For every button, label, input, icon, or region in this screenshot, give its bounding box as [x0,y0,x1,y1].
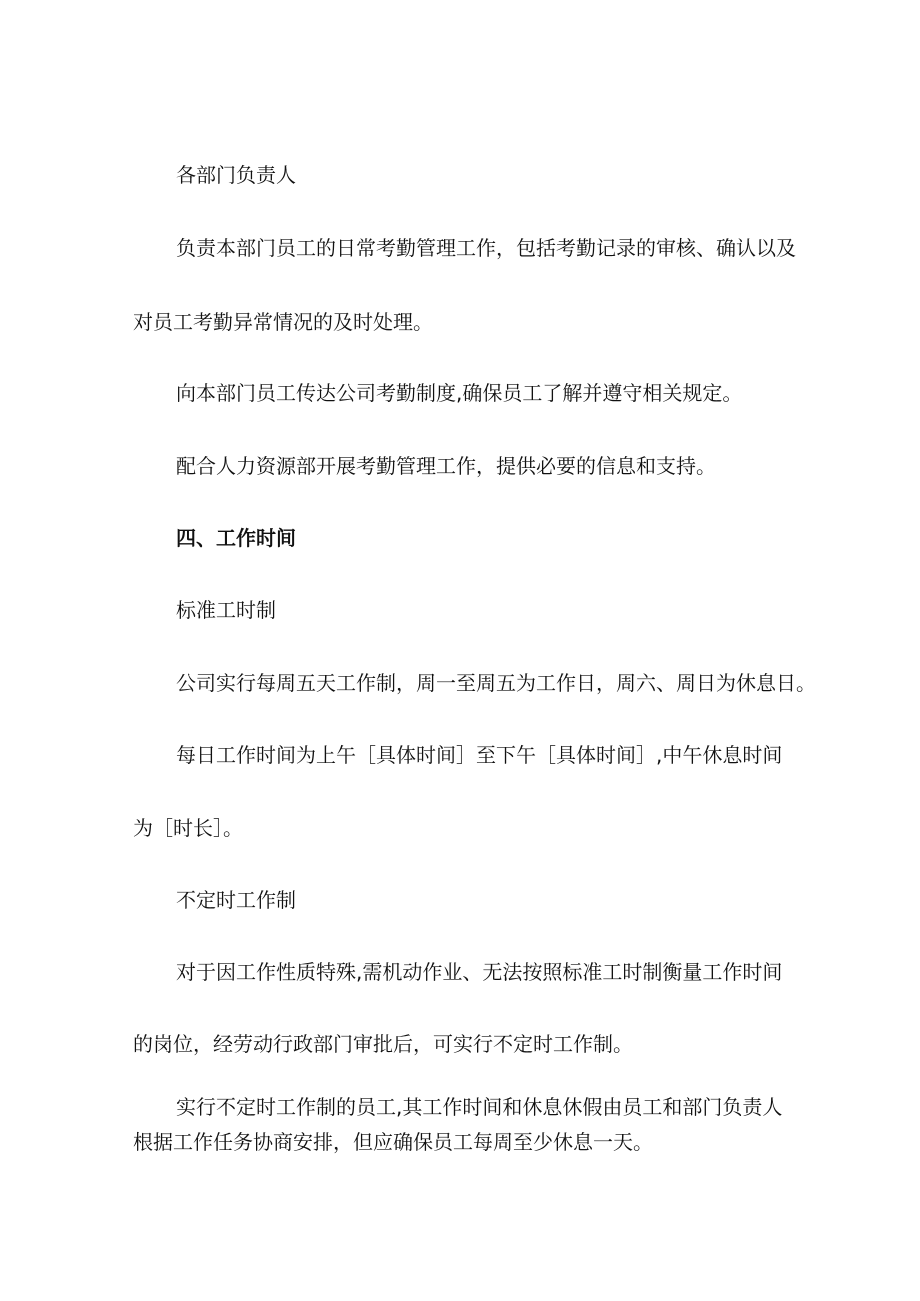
paragraph-flexible-hours-1-line-2: 的岗位，经劳动行政部门审批后，可实行不定时工作制。 [133,1032,633,1056]
paragraph-dept-head-duty-1-line-1: 负责本部门员工的日常考勤管理工作，包括考勤记录的审核、确认以及 [176,236,796,260]
paragraph-dept-head-duty-2: 向本部门员工传达公司考勤制度,确保员工了解并遵守相关规定。 [176,381,743,405]
paragraph-flexible-hours-1-line-1: 对于因工作性质特殊,需机动作业、无法按照标准工时制衡量工作时间 [176,960,783,984]
paragraph-standard-hours-2-line-2: 为［时长］。 [133,816,243,840]
paragraph-standard-hours-2-line-1: 每日工作时间为上午［具体时间］至下午［具体时间］,中午休息时间 [176,743,783,767]
paragraph-flexible-hours-2-line-1: 实行不定时工作制的员工,其工作时间和休息休假由员工和部门负责人 [176,1095,783,1119]
subheading-standard-hours: 标准工时制 [176,598,276,622]
paragraph-dept-head-duty-1-line-2: 对员工考勤异常情况的及时处理。 [133,310,433,334]
paragraph-standard-hours-1: 公司实行每周五天工作制，周一至周五为工作日，周六、周日为休息日。 [176,671,816,695]
subheading-flexible-hours: 不定时工作制 [176,888,296,912]
paragraph-dept-head-duty-3: 配合人力资源部开展考勤管理工作，提供必要的信息和支持。 [176,454,716,478]
section-heading-working-hours: 四、工作时间 [176,526,296,550]
paragraph-dept-head-title: 各部门负责人 [176,163,296,187]
paragraph-flexible-hours-2-line-2: 根据工作任务协商安排，但应确保员工每周至少休息一天。 [133,1130,653,1154]
